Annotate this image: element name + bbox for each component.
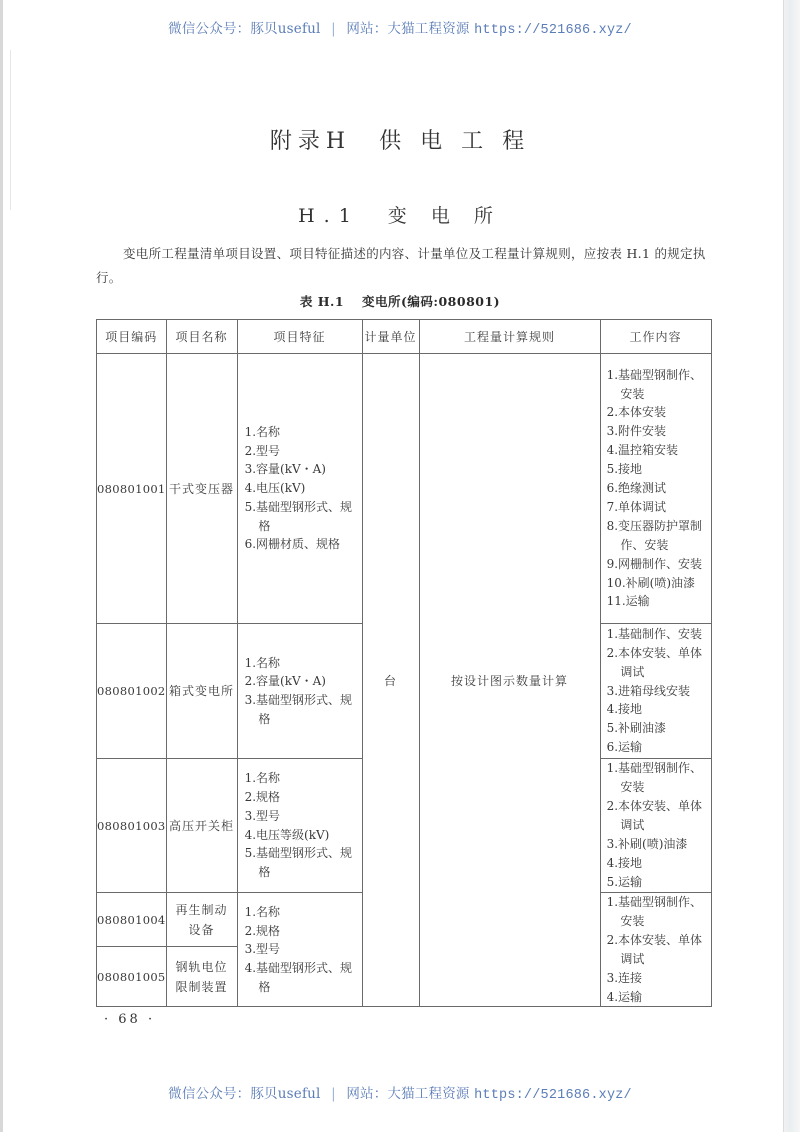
feature-item: 1.名称 (244, 425, 281, 440)
watermark-site-label: 网站：大猫工程资源 (346, 1086, 470, 1102)
section-title: H.1 变 电 所 (298, 205, 502, 227)
feature-item: 3.容量(kV・A) (244, 462, 326, 477)
work-item: 3.连接 (606, 970, 643, 985)
watermark-separator: | (331, 21, 336, 37)
item-code: 080801003 (97, 759, 167, 893)
work-item: 7.单体调试 (606, 499, 667, 514)
intro-paragraph: 变电所工程量清单项目设置、项目特征描述的内容、计量单位及工程量计算规则，应按表 H.1 的规定执行。 (96, 246, 706, 285)
work-item: 4.接地 (606, 855, 643, 870)
item-work (600, 354, 711, 624)
work-item: 4.接地 (606, 702, 643, 717)
item-name: 干式变压器 (166, 354, 237, 624)
watermark-url[interactable]: https://521686.xyz/ (474, 1088, 632, 1103)
feature-item: 1.名称 (244, 655, 281, 670)
substation-table (96, 319, 712, 1007)
work-item: 5.接地 (606, 462, 643, 477)
feature-item: 3.基础型钢形式、规格 (244, 693, 353, 726)
feature-item: 5.基础型钢形式、规格 (244, 499, 353, 533)
table-row (97, 354, 712, 624)
work-item: 1.基础制作、安装 (606, 626, 703, 641)
header-code: 项目编码 (97, 320, 167, 354)
work-item: 6.绝缘测试 (606, 481, 667, 496)
work-item: 10.补刷(喷)油漆 (606, 575, 696, 590)
feature-item: 4.电压等级(kV) (244, 827, 330, 842)
scan-right-edge (783, 0, 800, 1132)
feature-item: 3.型号 (244, 942, 281, 957)
work-item: 5.补刷油漆 (606, 721, 667, 736)
header-rule: 工程量计算规则 (419, 320, 600, 354)
header-work: 工作内容 (600, 320, 711, 354)
page-number: · 68 · (104, 1012, 156, 1027)
feature-item: 6.网栅材质、规格 (244, 537, 341, 552)
page-title: 附录H 供 电 工 程 (269, 129, 531, 154)
feature-item: 2.容量(kV・A) (244, 674, 326, 689)
work-item: 11.运输 (606, 594, 650, 609)
item-code: 080801001 (97, 354, 167, 624)
item-work-shared (600, 893, 711, 1007)
scan-left-edge (0, 0, 3, 1132)
item-code: 080801004 (97, 893, 167, 947)
work-item: 2.本体安装 (606, 405, 667, 420)
rule-cell: 按设计图示数量计算 (419, 354, 600, 1007)
work-item: 1.基础型钢制作、安装 (606, 895, 703, 928)
work-item: 8.变压器防护罩制作、安装 (606, 518, 703, 552)
feature-item: 4.电压(kV) (244, 481, 306, 496)
table-header-row (97, 320, 712, 354)
work-item: 5.运输 (606, 874, 643, 889)
watermark-url[interactable]: https://521686.xyz/ (474, 23, 632, 38)
watermark-bottom (0, 1082, 800, 1103)
item-code: 080801005 (97, 947, 167, 1007)
feature-item: 2.规格 (244, 790, 281, 805)
watermark-wechat: 微信公众号：豚贝useful (168, 21, 321, 37)
item-code: 080801002 (97, 624, 167, 759)
work-item: 2.本体安装、单体调试 (606, 932, 703, 966)
watermark-wechat: 微信公众号：豚贝useful (168, 1086, 321, 1102)
watermark-site-label: 网站：大猫工程资源 (346, 21, 470, 37)
work-item: 2.本体安装、单体调试 (606, 799, 703, 833)
item-name: 钢轨电位限制装置 (166, 947, 237, 1007)
feature-item: 5.基础型钢形式、规格 (244, 846, 353, 879)
feature-item: 3.型号 (244, 808, 281, 823)
scan-right-edge-line (783, 0, 784, 1132)
item-work (600, 759, 711, 893)
work-item: 4.温控箱安装 (606, 443, 679, 458)
item-name: 箱式变电所 (166, 624, 237, 759)
header-features: 项目特征 (237, 320, 362, 354)
item-features (237, 624, 362, 759)
watermark-separator: | (331, 1086, 336, 1102)
header-name: 项目名称 (166, 320, 237, 354)
feature-item: 1.名称 (244, 904, 281, 919)
item-name: 再生制动设备 (166, 893, 237, 947)
watermark-top (0, 17, 800, 38)
unit-cell: 台 (362, 354, 419, 1007)
work-item: 1.基础型钢制作、安装 (606, 367, 703, 401)
work-item: 3.补刷(喷)油漆 (606, 836, 688, 851)
work-item: 3.进箱母线安装 (606, 683, 691, 698)
feature-item: 1.名称 (244, 771, 281, 786)
work-item: 4.运输 (606, 989, 643, 1004)
feature-item: 2.型号 (244, 443, 281, 458)
feature-item: 4.基础型钢形式、规格 (244, 961, 353, 994)
item-features (237, 354, 362, 624)
work-item: 3.附件安装 (606, 424, 667, 439)
item-work (600, 624, 711, 759)
feature-item: 2.规格 (244, 923, 281, 938)
work-item: 9.网栅制作、安装 (606, 556, 703, 571)
item-features-shared (237, 893, 362, 1007)
item-features (237, 759, 362, 893)
work-item: 6.运输 (606, 740, 643, 755)
item-name: 高压开关柜 (166, 759, 237, 893)
table-caption: 表 H.1 变电所(编码:080801) (299, 294, 501, 309)
work-item: 2.本体安装、单体调试 (606, 645, 703, 679)
work-item: 1.基础型钢制作、安装 (606, 761, 703, 795)
header-unit: 计量单位 (362, 320, 419, 354)
